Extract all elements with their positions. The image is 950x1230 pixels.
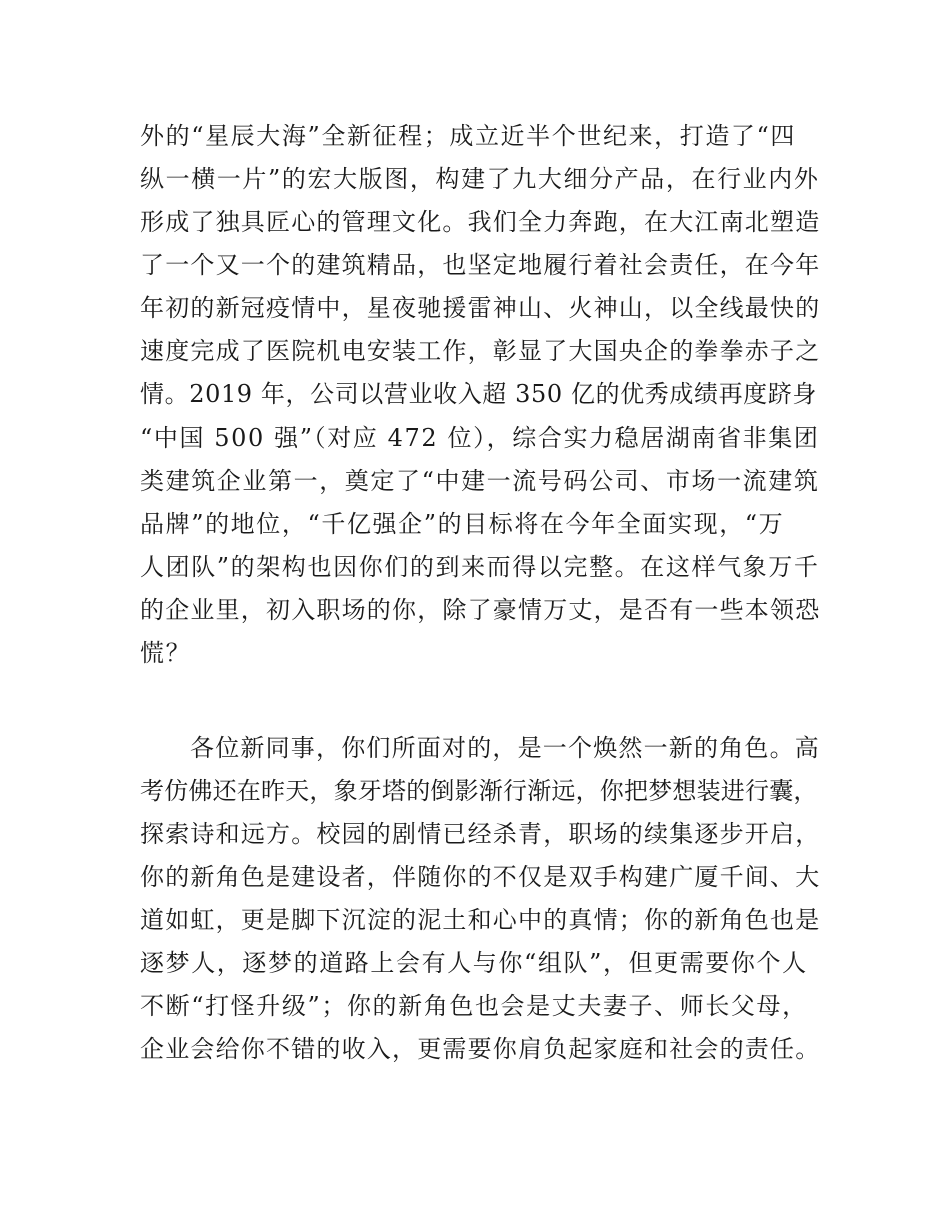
- paragraph-line: 道如虹，更是脚下沉淀的泥土和心中的真情；你的新角色也是: [140, 906, 821, 934]
- paragraph-line: 速度完成了医院机电安装工作，彰显了大国央企的拳拳赤子之: [140, 337, 821, 365]
- paragraph-line: “中国 500 强”（对应 472 位），综合实力稳居湖南省非集团: [140, 424, 820, 452]
- paragraph-line: 不断“打怪升级”；你的新角色也会是丈夫妻子、师长父母，: [140, 992, 808, 1020]
- paragraph-line: 考仿佛还在昨天，象牙塔的倒影渐行渐远，你把梦想装进行囊，: [140, 777, 818, 805]
- paragraph-line: 逐梦人，逐梦的道路上会有人与你“组队”，但更需要你个人: [140, 949, 808, 977]
- paragraph-line: 类建筑企业第一，奠定了“中建一流号码公司、市场一流建筑: [140, 467, 820, 495]
- paragraph-line: 企业会给你不错的收入，更需要你肩负起家庭和社会的责任。: [140, 1035, 821, 1063]
- paragraph-line: 形成了独具匠心的管理文化。我们全力奔跑，在大江南北塑造: [140, 208, 821, 236]
- paragraph-line: 人团队”的架构也因你们的到来而得以完整。在这样气象万千: [140, 553, 820, 581]
- paragraph-line: 慌？: [140, 639, 192, 667]
- paragraph-line: 各位新同事，你们所面对的，是一个焕然一新的角色。高: [190, 734, 820, 762]
- paragraph-line: 的企业里，初入职场的你，除了豪情万丈，是否有一些本领恐: [140, 596, 821, 624]
- paragraph-line: 外的“星辰大海”全新征程；成立近半个世纪来，打造了“四: [140, 122, 797, 150]
- paragraph-line: 你的新角色是建设者，伴随你的不仅是双手构建广厦千间、大: [140, 863, 821, 891]
- paragraph-line: 情。2019 年，公司以营业收入超 350 亿的优秀成绩再度跻身: [140, 380, 817, 408]
- paragraph-line: 了一个又一个的建筑精品，也坚定地履行着社会责任，在今年: [140, 251, 821, 279]
- paragraph-line: 探索诗和远方。校园的剧情已经杀青，职场的续集逐步开启，: [140, 820, 821, 848]
- paragraph-line: 纵一横一片”的宏大版图，构建了九大细分产品，在行业内外: [140, 165, 820, 193]
- paragraph-line: 品牌”的地位，“千亿强企”的目标将在今年全面实现，“万: [140, 510, 785, 538]
- paragraph-line: 年初的新冠疫情中，星夜驰援雷神山、火神山，以全线最快的: [140, 294, 821, 322]
